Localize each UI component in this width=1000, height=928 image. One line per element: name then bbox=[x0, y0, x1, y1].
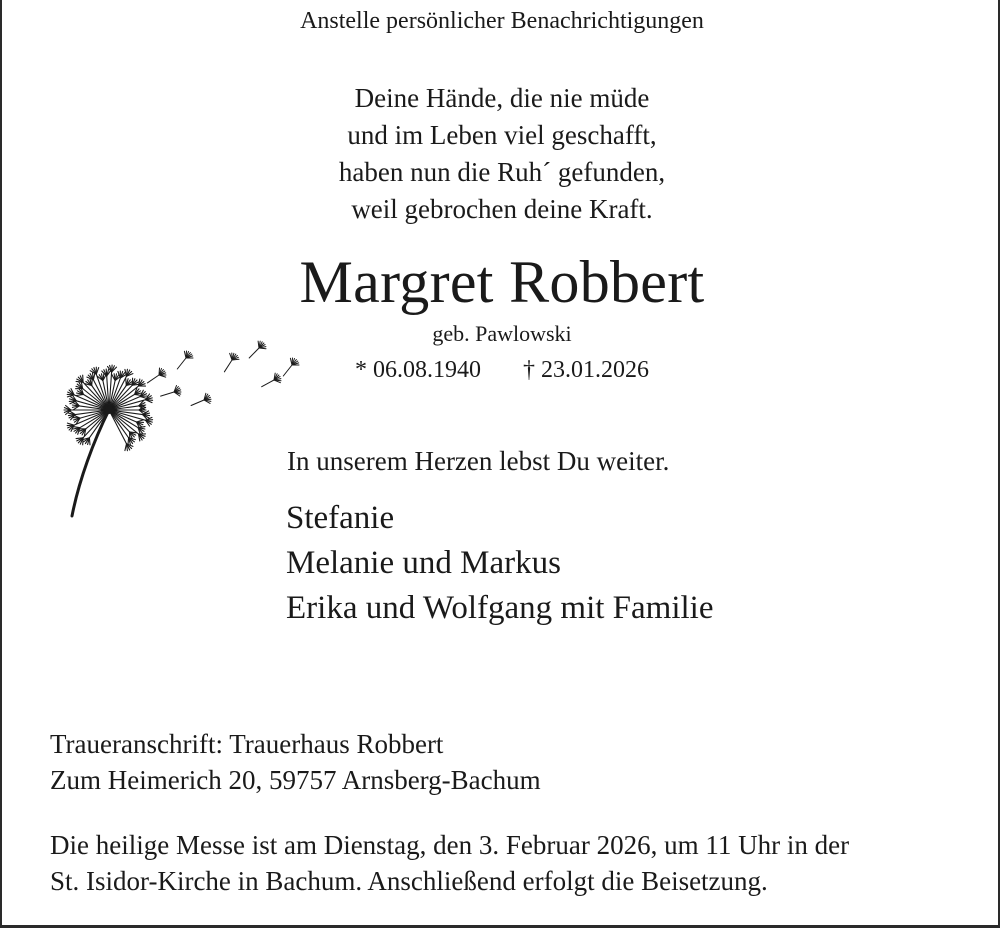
poem-line: weil gebrochen deine Kraft. bbox=[351, 194, 653, 224]
service-info bbox=[50, 827, 849, 899]
death-date: † 23.01.2026 bbox=[523, 357, 649, 383]
birth-name: geb. Pawlowski bbox=[432, 321, 572, 346]
address-line: Traueranschrift: Trauerhaus Robbert bbox=[50, 729, 444, 759]
poem-line: und im Leben viel geschafft, bbox=[347, 120, 657, 150]
poem-line: haben nun die Ruh´ gefunden, bbox=[338, 157, 666, 187]
mourner: Melanie und Markus bbox=[286, 545, 561, 581]
deceased-name: Margret Robbert bbox=[299, 249, 705, 315]
service-line: Die heilige Messe ist am Dienstag, den 3. Februar 2026, um 11 Uhr in der bbox=[50, 830, 850, 860]
mourners-list bbox=[286, 496, 714, 631]
farewell-line: In unserem Herzen lebst Du weiter. bbox=[287, 446, 670, 476]
mourner: Erika und Wolfgang mit Familie bbox=[286, 590, 714, 626]
address-line: Zum Heimerich 20, 59757 Arnsberg-Bachum bbox=[50, 765, 541, 795]
poem bbox=[2, 80, 1000, 228]
birth-date: * 06.08.1940 bbox=[355, 357, 481, 383]
mourning-address bbox=[50, 726, 541, 798]
notice-header: Anstelle persönlicher Benachrichtigungen bbox=[300, 8, 704, 34]
service-line: St. Isidor-Kirche in Bachum. Anschließend erfolgt die Beisetzung. bbox=[50, 866, 768, 896]
mourner: Stefanie bbox=[286, 500, 395, 536]
poem-line: Deine Hände, die nie müde bbox=[354, 83, 650, 113]
dandelion-icon bbox=[54, 330, 304, 522]
